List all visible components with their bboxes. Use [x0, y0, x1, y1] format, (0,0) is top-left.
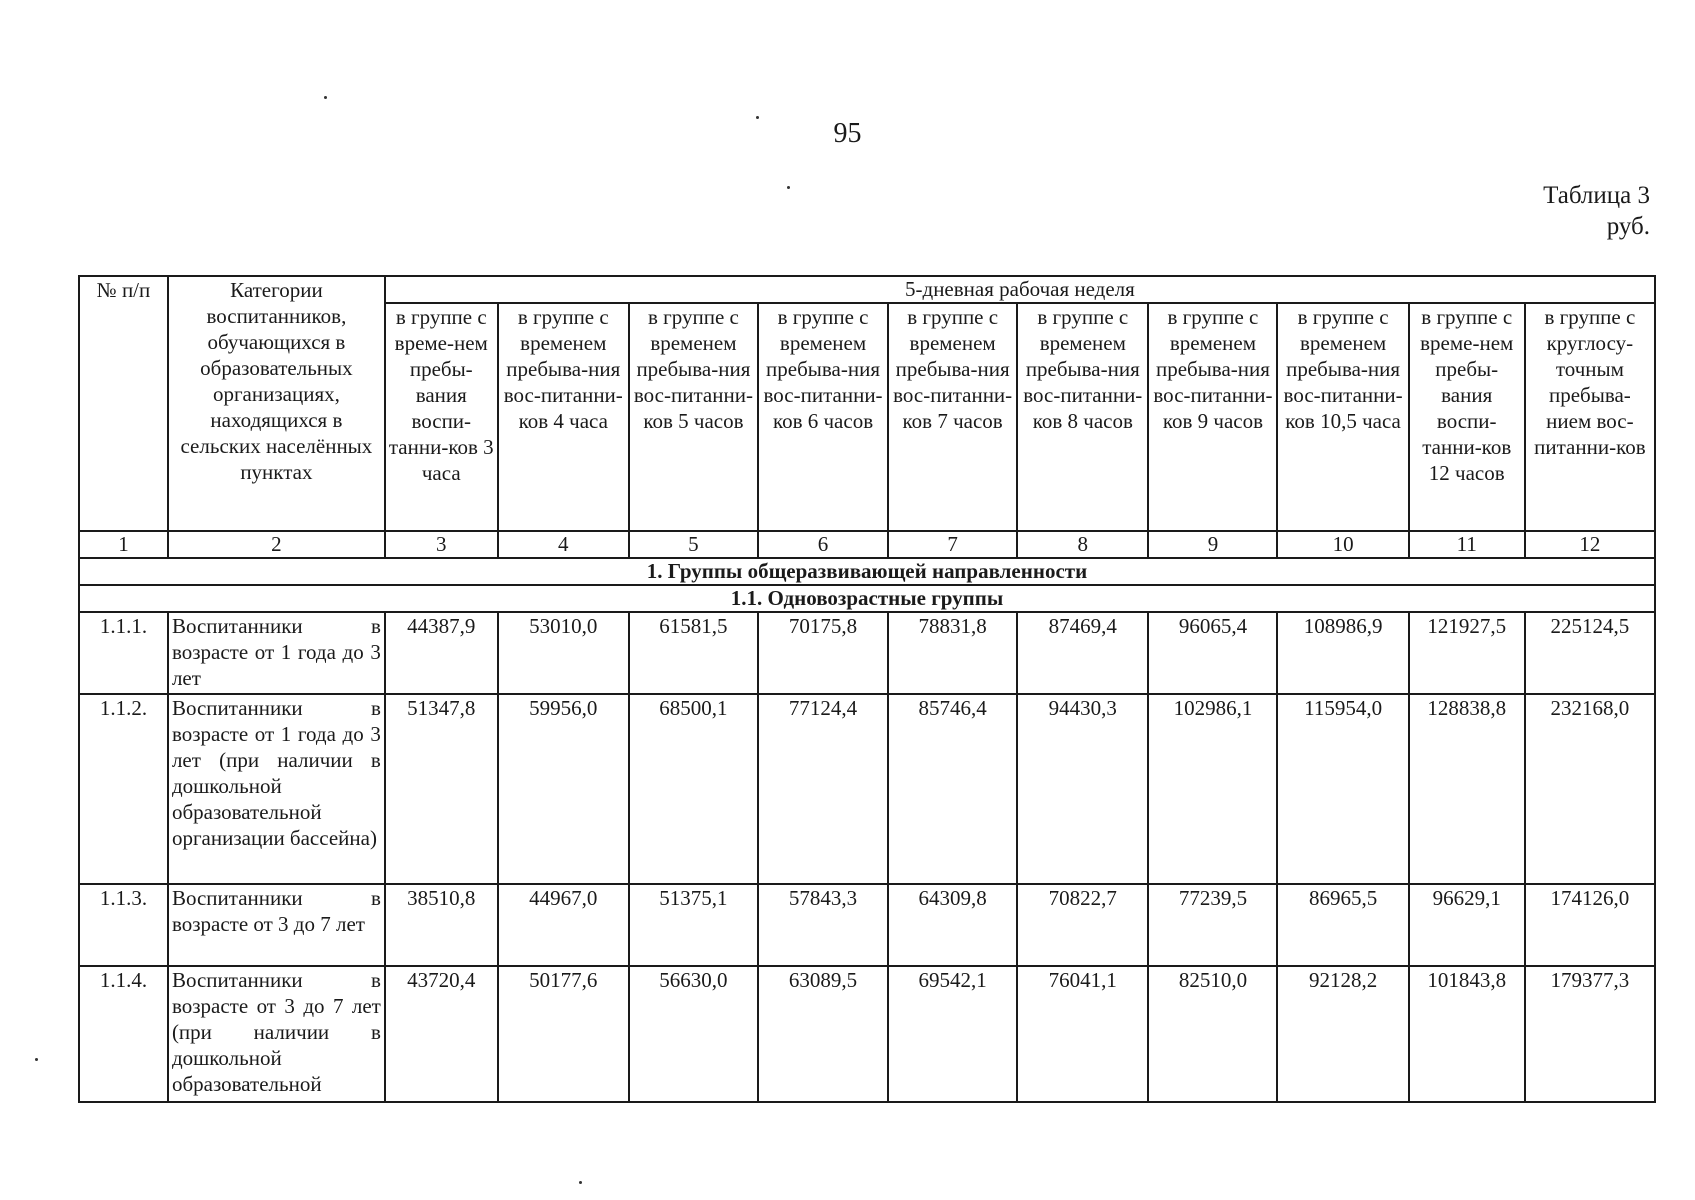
row-value: 232168,0: [1525, 694, 1655, 884]
row-value: 78831,8: [888, 612, 1017, 694]
table-label: Таблица 3: [1543, 182, 1650, 209]
row-value: 92128,2: [1277, 966, 1408, 1102]
column-number: 8: [1017, 531, 1148, 558]
row-value: 53010,0: [498, 612, 629, 694]
row-value: 86965,5: [1277, 884, 1408, 966]
header-col-10: в группе с временем пребыва-ния вос-питанни-ков 10,5 часа: [1277, 303, 1408, 531]
header-col-no: № п/п: [79, 276, 168, 531]
table-row: [79, 966, 1655, 1102]
row-category: Воспитанники в возрасте от 1 года до 3 лет: [168, 612, 385, 694]
row-value: 77239,5: [1148, 884, 1277, 966]
column-number: 3: [385, 531, 498, 558]
header-col-6: в группе с временем пребыва-ния вос-питанни-ков 6 часов: [758, 303, 888, 531]
row-value: 77124,4: [758, 694, 888, 884]
column-number: 5: [629, 531, 758, 558]
row-value: 115954,0: [1277, 694, 1408, 884]
row-value: 43720,4: [385, 966, 498, 1102]
header-group-label: 5-дневная рабочая неделя: [385, 276, 1655, 303]
section-heading: 1. Группы общеразвивающей направленности: [79, 558, 1655, 585]
row-value: 87469,4: [1017, 612, 1148, 694]
column-number: 9: [1148, 531, 1277, 558]
header-col-4: в группе с временем пребыва-ния вос-питанни-ков 4 часа: [498, 303, 629, 531]
unit-label: руб.: [1606, 213, 1650, 240]
row-value: 68500,1: [629, 694, 758, 884]
row-value: 96629,1: [1409, 884, 1525, 966]
row-value: 70175,8: [758, 612, 888, 694]
header-col-11: в группе с време-нем пребы-вания воспи-танни-ков 12 часов: [1409, 303, 1525, 531]
header-col-category: Категории воспитанников, обучающихся в образовательных организациях, находящихся в сельских населённых пунктах: [168, 276, 385, 531]
column-number: 6: [758, 531, 888, 558]
row-value: 57843,3: [758, 884, 888, 966]
column-number: 12: [1525, 531, 1655, 558]
header-row-group: [79, 276, 1655, 303]
row-value: 179377,3: [1525, 966, 1655, 1102]
row-category: Воспитанники в возрасте от 3 до 7 лет: [168, 884, 385, 966]
row-value: 50177,6: [498, 966, 629, 1102]
header-col-9: в группе с временем пребыва-ния вос-питанни-ков 9 часов: [1148, 303, 1277, 531]
header-col-5: в группе с временем пребыва-ния вос-питанни-ков 5 часов: [629, 303, 758, 531]
row-value: 85746,4: [888, 694, 1017, 884]
row-value: 59956,0: [498, 694, 629, 884]
row-value: 121927,5: [1409, 612, 1525, 694]
column-number: 11: [1409, 531, 1525, 558]
scan-speck: [787, 186, 790, 189]
row-value: 63089,5: [758, 966, 888, 1102]
row-value: 76041,1: [1017, 966, 1148, 1102]
column-number-row: [79, 531, 1655, 558]
row-code: 1.1.2.: [79, 694, 168, 884]
row-value: 82510,0: [1148, 966, 1277, 1102]
row-value: 51347,8: [385, 694, 498, 884]
header-col-8: в группе с временем пребыва-ния вос-питанни-ков 8 часов: [1017, 303, 1148, 531]
row-value: 225124,5: [1525, 612, 1655, 694]
scan-speck: [579, 1181, 582, 1184]
column-number: 2: [168, 531, 385, 558]
row-value: 56630,0: [629, 966, 758, 1102]
table-caption: [1543, 180, 1650, 242]
row-category: Воспитанники в возрасте от 3 до 7 лет (при наличии в дошкольной образовательной: [168, 966, 385, 1102]
column-number: 4: [498, 531, 629, 558]
column-number: 10: [1277, 531, 1408, 558]
row-value: 70822,7: [1017, 884, 1148, 966]
row-code: 1.1.1.: [79, 612, 168, 694]
column-number: 1: [79, 531, 168, 558]
row-value: 94430,3: [1017, 694, 1148, 884]
row-category: Воспитанники в возрасте от 1 года до 3 лет (при наличии в дошкольной образовательной организации бассейна): [168, 694, 385, 884]
page-number: 95: [833, 118, 862, 149]
row-value: 101843,8: [1409, 966, 1525, 1102]
row-value: 64309,8: [888, 884, 1017, 966]
row-value: 108986,9: [1277, 612, 1408, 694]
header-col-7: в группе с временем пребыва-ния вос-питанни-ков 7 часов: [888, 303, 1017, 531]
table-row: [79, 694, 1655, 884]
row-value: 174126,0: [1525, 884, 1655, 966]
section-row: [79, 558, 1655, 585]
header-col-3: в группе с време-нем пребы-вания воспи-танни-ков 3 часа: [385, 303, 498, 531]
scan-speck: [324, 96, 327, 99]
row-code: 1.1.3.: [79, 884, 168, 966]
row-value: 128838,8: [1409, 694, 1525, 884]
row-value: 102986,1: [1148, 694, 1277, 884]
table-row: [79, 884, 1655, 966]
subsection-row: [79, 585, 1655, 612]
subsection-heading: 1.1. Одновозрастные группы: [79, 585, 1655, 612]
row-value: 69542,1: [888, 966, 1017, 1102]
scan-speck: [35, 1058, 38, 1061]
row-code: 1.1.4.: [79, 966, 168, 1102]
column-number: 7: [888, 531, 1017, 558]
row-value: 38510,8: [385, 884, 498, 966]
scan-speck: [756, 116, 759, 119]
header-col-12: в группе с круглосу-точным пребыва-нием вос-питанни-ков: [1525, 303, 1655, 531]
row-value: 61581,5: [629, 612, 758, 694]
table-row: [79, 612, 1655, 694]
row-value: 44967,0: [498, 884, 629, 966]
row-value: 96065,4: [1148, 612, 1277, 694]
row-value: 51375,1: [629, 884, 758, 966]
tariff-table: [78, 275, 1656, 1103]
row-value: 44387,9: [385, 612, 498, 694]
